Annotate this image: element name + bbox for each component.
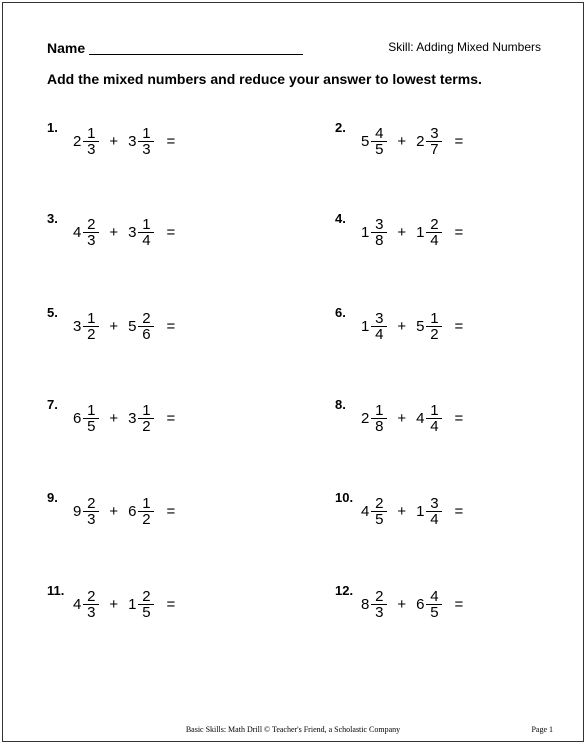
whole-part: 4: [73, 224, 82, 241]
numerator: 2: [142, 588, 151, 605]
whole-part: 3: [73, 318, 82, 335]
denominator: 2: [142, 511, 151, 528]
equals-sign: =: [454, 224, 464, 241]
mixed-number: [128, 126, 154, 157]
expression: [73, 311, 175, 342]
expression: [73, 126, 175, 157]
mixed-number: [73, 217, 99, 248]
plus-sign: +: [397, 596, 407, 613]
numerator: 1: [142, 125, 151, 142]
mixed-number: [416, 496, 442, 527]
problem-number: 8.: [335, 397, 346, 412]
equals-sign: =: [454, 318, 464, 335]
fraction: [426, 496, 442, 527]
denominator: 3: [87, 511, 96, 528]
denominator: 3: [87, 141, 96, 158]
expression: [73, 217, 175, 248]
whole-part: 6: [416, 596, 425, 613]
denominator: 5: [87, 418, 96, 435]
plus-sign: +: [109, 410, 119, 427]
whole-part: 5: [416, 318, 425, 335]
fraction: [83, 589, 99, 620]
expression: [73, 589, 175, 620]
fraction: [371, 311, 387, 342]
numerator: 1: [142, 402, 151, 419]
fraction: [138, 496, 154, 527]
denominator: 4: [375, 326, 384, 343]
denominator: 4: [142, 232, 151, 249]
fraction: [371, 589, 387, 620]
mixed-number: [361, 311, 387, 342]
whole-part: 2: [361, 410, 370, 427]
numerator: 2: [375, 495, 384, 512]
fraction: [426, 403, 442, 434]
mixed-number: [416, 403, 442, 434]
problem-number: 10.: [335, 490, 354, 505]
fraction: [138, 589, 154, 620]
whole-part: 3: [128, 133, 137, 150]
denominator: 5: [375, 141, 384, 158]
numerator: 1: [430, 310, 439, 327]
fraction: [426, 126, 442, 157]
denominator: 3: [87, 232, 96, 249]
expression: [361, 311, 463, 342]
whole-part: 2: [416, 133, 425, 150]
whole-part: 4: [361, 503, 370, 520]
footer-page-number: Page 1: [531, 725, 553, 734]
denominator: 2: [142, 418, 151, 435]
numerator: 1: [430, 402, 439, 419]
problem-number: 5.: [47, 305, 58, 320]
mixed-number: [416, 126, 442, 157]
mixed-number: [73, 589, 99, 620]
denominator: 2: [87, 326, 96, 343]
equals-sign: =: [166, 503, 176, 520]
mixed-number: [73, 496, 99, 527]
numerator: 1: [87, 402, 96, 419]
expression: [361, 217, 463, 248]
whole-part: 1: [416, 503, 425, 520]
numerator: 1: [142, 495, 151, 512]
numerator: 1: [87, 125, 96, 142]
equals-sign: =: [166, 224, 176, 241]
problem-number: 7.: [47, 397, 58, 412]
fraction: [371, 496, 387, 527]
plus-sign: +: [397, 133, 407, 150]
fraction: [371, 217, 387, 248]
denominator: 6: [142, 326, 151, 343]
whole-part: 4: [73, 596, 82, 613]
equals-sign: =: [166, 318, 176, 335]
numerator: 3: [375, 310, 384, 327]
denominator: 5: [375, 511, 384, 528]
fraction: [83, 496, 99, 527]
denominator: 5: [430, 604, 439, 621]
expression: [361, 403, 463, 434]
expression: [361, 589, 463, 620]
numerator: 3: [430, 125, 439, 142]
footer-credit: Basic Skills: Math Drill © Teacher's Friend, a Scholastic Company: [185, 725, 401, 734]
expression: [73, 496, 175, 527]
denominator: 5: [142, 604, 151, 621]
denominator: 4: [430, 511, 439, 528]
numerator: 1: [142, 216, 151, 233]
mixed-number: [128, 496, 154, 527]
fraction: [426, 311, 442, 342]
expression: [361, 496, 463, 527]
equals-sign: =: [454, 410, 464, 427]
skill-title: Skill: Adding Mixed Numbers: [388, 40, 541, 54]
mixed-number: [361, 589, 387, 620]
mixed-number: [128, 589, 154, 620]
name-line: [89, 54, 303, 55]
numerator: 3: [430, 495, 439, 512]
mixed-number: [73, 126, 99, 157]
numerator: 1: [375, 402, 384, 419]
plus-sign: +: [109, 224, 119, 241]
whole-part: 5: [128, 318, 137, 335]
numerator: 4: [375, 125, 384, 142]
plus-sign: +: [397, 410, 407, 427]
numerator: 2: [375, 588, 384, 605]
fraction: [426, 217, 442, 248]
problem-number: 1.: [47, 120, 58, 135]
whole-part: 2: [73, 133, 82, 150]
plus-sign: +: [397, 503, 407, 520]
denominator: 3: [142, 141, 151, 158]
problem-number: 2.: [335, 120, 346, 135]
plus-sign: +: [109, 503, 119, 520]
numerator: 2: [87, 495, 96, 512]
plus-sign: +: [109, 133, 119, 150]
whole-part: 1: [416, 224, 425, 241]
fraction: [83, 311, 99, 342]
mixed-number: [361, 403, 387, 434]
problem-number: 6.: [335, 305, 346, 320]
whole-part: 1: [361, 318, 370, 335]
mixed-number: [73, 311, 99, 342]
fraction: [138, 403, 154, 434]
numerator: 1: [87, 310, 96, 327]
problem-number: 9.: [47, 490, 58, 505]
denominator: 4: [430, 232, 439, 249]
numerator: 2: [142, 310, 151, 327]
mixed-number: [416, 311, 442, 342]
fraction: [83, 217, 99, 248]
equals-sign: =: [166, 596, 176, 613]
worksheet-page: [2, 2, 584, 742]
fraction: [83, 126, 99, 157]
problem-number: 12.: [335, 583, 354, 598]
numerator: 2: [87, 216, 96, 233]
fraction: [371, 403, 387, 434]
whole-part: 4: [416, 410, 425, 427]
fraction: [138, 311, 154, 342]
denominator: 8: [375, 418, 384, 435]
equals-sign: =: [166, 410, 176, 427]
mixed-number: [416, 217, 442, 248]
expression: [361, 126, 463, 157]
fraction: [83, 403, 99, 434]
mixed-number: [361, 126, 387, 157]
numerator: 2: [87, 588, 96, 605]
instructions: Add the mixed numbers and reduce your answer to lowest terms.: [47, 71, 482, 87]
mixed-number: [128, 311, 154, 342]
denominator: 3: [87, 604, 96, 621]
numerator: 4: [430, 588, 439, 605]
mixed-number: [361, 496, 387, 527]
denominator: 3: [375, 604, 384, 621]
whole-part: 3: [128, 410, 137, 427]
denominator: 8: [375, 232, 384, 249]
problem-number: 4.: [335, 211, 346, 226]
mixed-number: [361, 217, 387, 248]
equals-sign: =: [454, 133, 464, 150]
mixed-number: [416, 589, 442, 620]
denominator: 2: [430, 326, 439, 343]
whole-part: 3: [128, 224, 137, 241]
name-label: Name: [47, 40, 86, 56]
numerator: 2: [430, 216, 439, 233]
numerator: 3: [375, 216, 384, 233]
whole-part: 8: [361, 596, 370, 613]
problem-number: 11.: [47, 583, 65, 598]
equals-sign: =: [166, 133, 176, 150]
problem-number: 3.: [47, 211, 58, 226]
equals-sign: =: [454, 503, 464, 520]
whole-part: 9: [73, 503, 82, 520]
fraction: [138, 126, 154, 157]
fraction: [138, 217, 154, 248]
whole-part: 1: [361, 224, 370, 241]
mixed-number: [128, 217, 154, 248]
expression: [73, 403, 175, 434]
plus-sign: +: [397, 224, 407, 241]
fraction: [371, 126, 387, 157]
equals-sign: =: [454, 596, 464, 613]
plus-sign: +: [109, 596, 119, 613]
fraction: [426, 589, 442, 620]
plus-sign: +: [109, 318, 119, 335]
denominator: 7: [430, 141, 439, 158]
mixed-number: [73, 403, 99, 434]
plus-sign: +: [397, 318, 407, 335]
whole-part: 6: [73, 410, 82, 427]
whole-part: 5: [361, 133, 370, 150]
whole-part: 1: [128, 596, 137, 613]
denominator: 4: [430, 418, 439, 435]
whole-part: 6: [128, 503, 137, 520]
mixed-number: [128, 403, 154, 434]
